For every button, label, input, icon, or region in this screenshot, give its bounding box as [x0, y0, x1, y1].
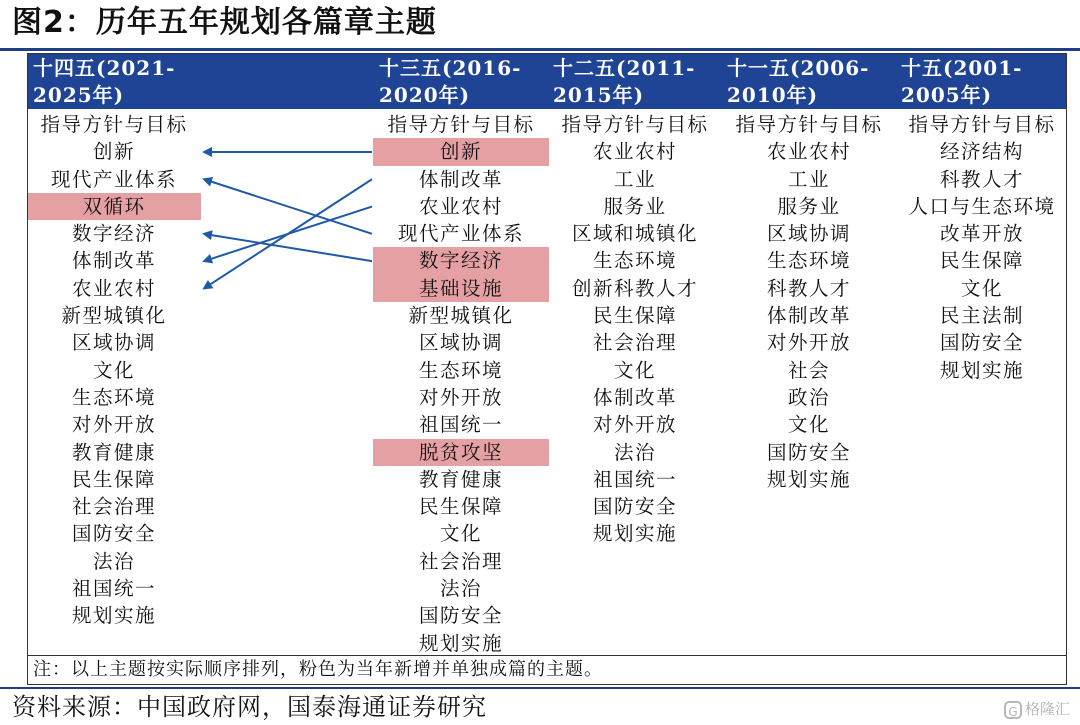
topic-cell: 体制改革: [418, 167, 503, 191]
topic-cell: 文化: [613, 358, 656, 382]
topic-cell: 区域和城镇化: [571, 222, 698, 246]
header-13th: 十三五(2016- 2020年): [379, 56, 522, 107]
topic-cell: 文化: [92, 358, 135, 382]
topic-cell: 国防安全: [418, 604, 503, 628]
topic-cell: 体制改革: [592, 385, 677, 409]
header-14th: 十四五(2021- 2025年): [33, 56, 176, 107]
topic-cell: 对外开放: [71, 413, 156, 437]
topic-cell: 农业农村: [418, 194, 503, 218]
topic-cell: 农业农村: [71, 276, 156, 300]
topic-cell: 新型城镇化: [61, 304, 167, 328]
topic-cell: 工业: [787, 167, 830, 191]
topic-cell: 指导方针与目标: [908, 113, 1056, 136]
topic-cell: 祖国统一: [592, 467, 677, 491]
topic-cell: 现代产业体系: [397, 222, 524, 246]
topic-cell: 祖国统一: [71, 577, 156, 601]
topic-cell: 对外开放: [766, 331, 851, 355]
topic-cell: 创新: [374, 138, 548, 165]
topic-cell: 文化: [787, 413, 830, 437]
topic-cell: 创新科教人才: [571, 276, 698, 300]
topic-cell: 人口与生态环境: [908, 194, 1056, 218]
topic-cell: 生态环境: [418, 358, 503, 382]
topic-cell: 对外开放: [592, 413, 677, 437]
topic-cell: 农业农村: [592, 140, 677, 164]
header-12th: 十二五(2011- 2015年): [553, 56, 696, 107]
topic-cell: 指导方针与目标: [40, 113, 188, 136]
topic-cell: 民主法制: [939, 304, 1024, 328]
topic-cell: 创新: [92, 140, 135, 164]
topic-cell: 基础设施: [374, 275, 548, 302]
topic-cell: 科教人才: [939, 167, 1024, 191]
figure-title: 图2：历年五年规划各篇章主题: [12, 5, 437, 40]
topic-cell: 生态环境: [71, 385, 156, 409]
watermark-logo-icon: G: [1004, 701, 1022, 719]
topic-cell: 民生保障: [418, 495, 503, 519]
topic-cell: 政治: [787, 385, 830, 409]
topic-cell: 经济结构: [939, 140, 1024, 164]
topic-cell: 工业: [613, 167, 656, 191]
topic-cell: 数字经济: [374, 247, 548, 274]
topic-cell: 规划实施: [71, 604, 156, 628]
topic-cell: 数字经济: [71, 222, 156, 246]
topic-cell: 祖国统一: [418, 413, 503, 437]
top-rule: [0, 48, 1080, 51]
topic-cell: 民生保障: [71, 467, 156, 491]
topic-cell: 教育健康: [71, 440, 156, 464]
topic-cell: 民生保障: [592, 304, 677, 328]
topic-cell: 体制改革: [71, 249, 156, 273]
topic-cell: 教育健康: [418, 467, 503, 491]
column-13th-plan: [374, 111, 548, 657]
topic-cell: 国防安全: [592, 495, 677, 519]
topic-cell: 科教人才: [766, 276, 851, 300]
topic-cell: 现代产业体系: [50, 167, 177, 191]
topic-cell: 文化: [439, 522, 482, 546]
topic-cell: 社会治理: [71, 495, 156, 519]
topic-cell: 国防安全: [939, 331, 1024, 355]
column-10th-plan: [896, 111, 1068, 384]
topic-cell: 服务业: [777, 194, 841, 218]
topic-cell: 指导方针与目标: [387, 113, 535, 136]
header-10th: 十五(2001- 2005年): [901, 56, 1023, 107]
topic-cell: 农业农村: [766, 140, 851, 164]
topic-cell: 区域协调: [71, 331, 156, 355]
topic-cell: 规划实施: [766, 467, 851, 491]
topic-cell: 生态环境: [592, 249, 677, 273]
topic-cell: 区域协调: [418, 331, 503, 355]
topic-cell: 指导方针与目标: [735, 113, 883, 136]
topic-cell: 规划实施: [418, 631, 503, 655]
column-11th-plan: [722, 111, 896, 493]
topic-cell: 规划实施: [939, 358, 1024, 382]
column-14th-plan: [28, 111, 200, 630]
topic-cell: 双循环: [28, 193, 200, 220]
topic-cell: 指导方针与目标: [561, 113, 709, 136]
table-note: 注：以上主题按实际顺序排列，粉色为当年新增并单独成篇的主题。: [33, 659, 603, 680]
topic-cell: 服务业: [603, 194, 667, 218]
topic-cell: 文化: [960, 276, 1003, 300]
topic-cell: 规划实施: [592, 522, 677, 546]
topic-cell: 国防安全: [71, 522, 156, 546]
topic-cell: 生态环境: [766, 249, 851, 273]
topic-cell: 国防安全: [766, 440, 851, 464]
topic-cell: 社会治理: [418, 549, 503, 573]
topic-cell: 民生保障: [939, 249, 1024, 273]
source-line: 资料来源：中国政府网，国泰海通证券研究: [12, 693, 487, 721]
topic-cell: 区域协调: [766, 222, 851, 246]
topic-cell: 新型城镇化: [408, 304, 514, 328]
topic-cell: 法治: [439, 577, 482, 601]
topic-cell: 社会: [787, 358, 830, 382]
header-11th: 十一五(2006- 2010年): [727, 56, 870, 107]
watermark: G 格隆汇: [1004, 697, 1070, 721]
topic-cell: 法治: [613, 440, 656, 464]
topic-cell: 法治: [92, 549, 135, 573]
topic-cell: 脱贫攻坚: [374, 439, 548, 466]
column-12th-plan: [548, 111, 722, 548]
topic-cell: 对外开放: [418, 385, 503, 409]
bottom-rule: [0, 687, 1080, 689]
topic-cell: 社会治理: [592, 331, 677, 355]
topic-cell: 体制改革: [766, 304, 851, 328]
topic-cell: 改革开放: [939, 222, 1024, 246]
